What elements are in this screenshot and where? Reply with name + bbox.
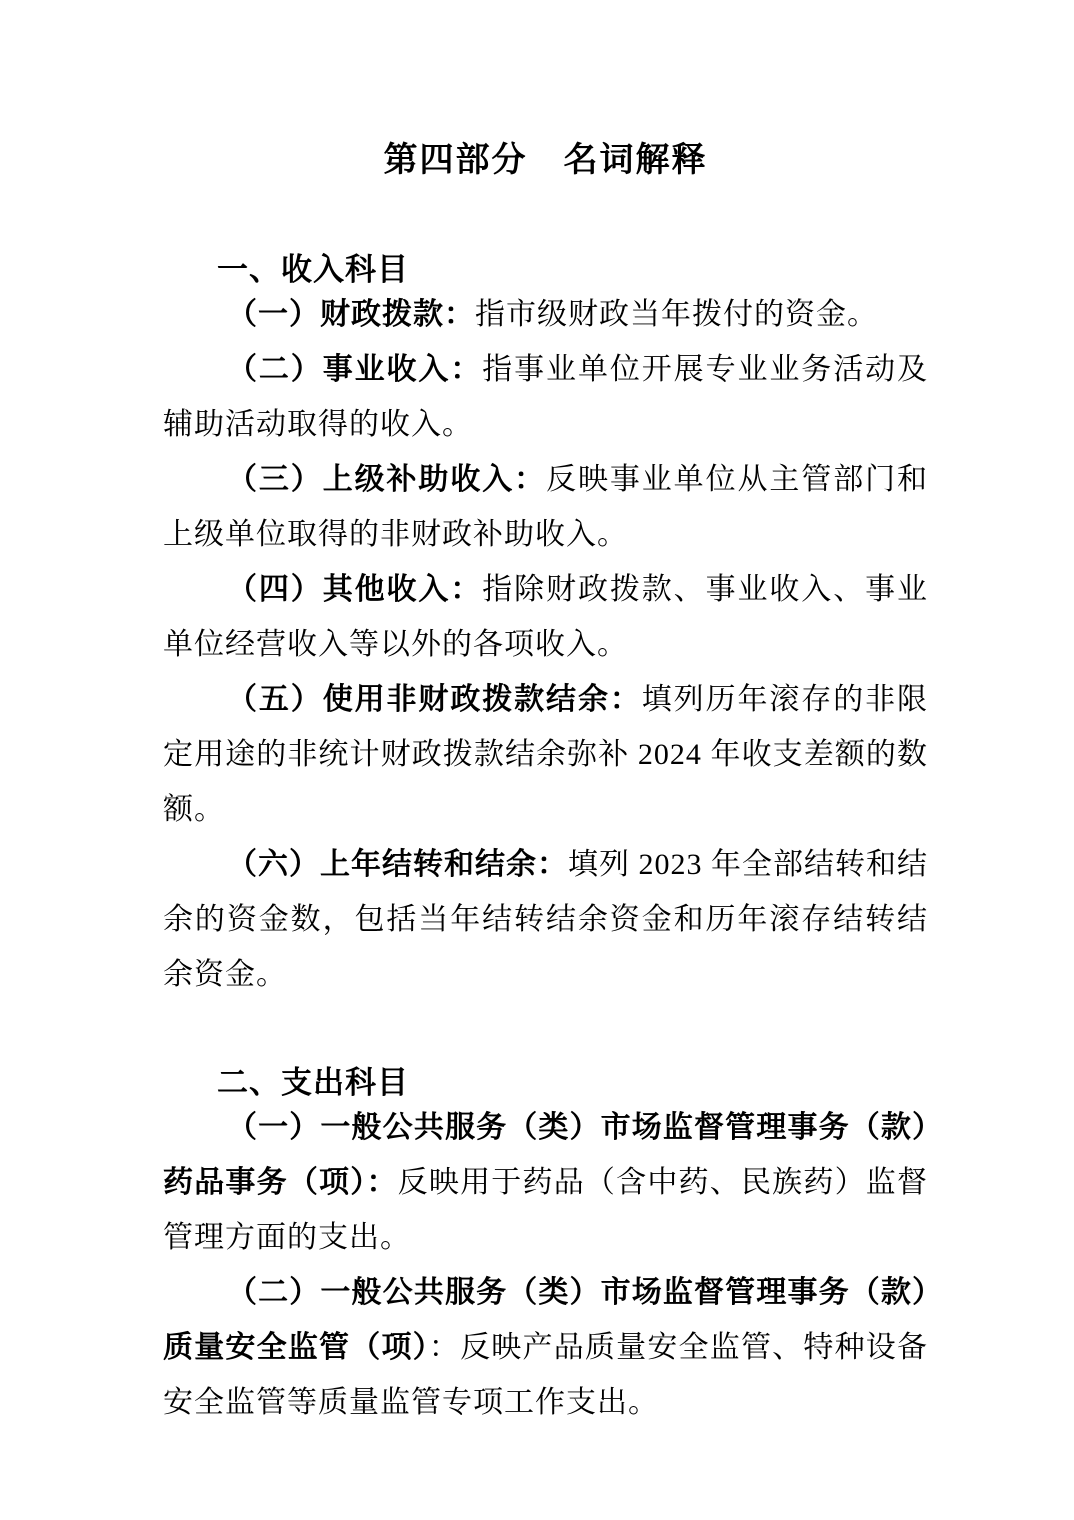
expenditure-item-2-term: （二）一般公共服务（类）市场监督管理事务（款）质量安全监管（项）: [163, 1276, 928, 1364]
income-item-4: [163, 562, 928, 672]
income-item-1-definition: 指市级财政当年拨付的资金。: [475, 298, 878, 331]
income-item-6-definition: 填列 2023 年全部结转和结余的资金数，包括当年结转结余资金和历年滚存结转结余资金。: [163, 848, 928, 991]
income-item-3-definition: 反映事业单位从主管部门和上级单位取得的非财政补助收入。: [163, 463, 929, 551]
income-item-3: [163, 452, 928, 562]
income-item-4-term: （四）其他收入：: [227, 573, 483, 606]
income-item-2: [163, 342, 928, 452]
income-item-5: [163, 672, 928, 837]
page-title: 第四部分 名词解释: [383, 141, 708, 179]
expenditure-item-1: [163, 1100, 928, 1265]
income-item-2-definition: 指事业单位开展专业业务活动及辅助活动取得的收入。: [163, 353, 929, 441]
income-item-6: [163, 837, 928, 1002]
section-income-heading: 一、收入科目: [217, 252, 409, 287]
section-income: [163, 253, 928, 1002]
section-expenditure-heading: 二、支出科目: [217, 1065, 409, 1100]
expenditure-item-1-definition: 反映用于药品（含中药、民族药）监督管理方面的支出。: [163, 1166, 929, 1254]
section-expenditure: [163, 1066, 928, 1430]
expenditure-item-2-definition: ：反映产品质量安全监管、特种设备安全监管等质量监管专项工作支出。: [163, 1331, 928, 1419]
income-item-6-term: （六）上年结转和结余：: [227, 848, 568, 881]
expenditure-item-2: [163, 1265, 928, 1430]
income-item-4-definition: 指除财政拨款、事业收入、事业单位经营收入等以外的各项收入。: [163, 573, 929, 661]
income-item-2-term: （二）事业收入：: [227, 353, 483, 386]
expenditure-item-1-term: （一）一般公共服务（类）市场监督管理事务（款）药品事务（项）：: [163, 1111, 928, 1199]
income-item-1: [163, 287, 928, 342]
income-item-5-term: （五）使用非财政拨款结余：: [227, 683, 642, 716]
income-item-3-term: （三）上级补助收入：: [227, 463, 547, 496]
income-item-1-term: （一）财政拨款：: [227, 298, 475, 331]
income-item-5-definition: 填列历年滚存的非限定用途的非统计财政拨款结余弥补 2024 年收支差额的数额。: [163, 683, 929, 826]
